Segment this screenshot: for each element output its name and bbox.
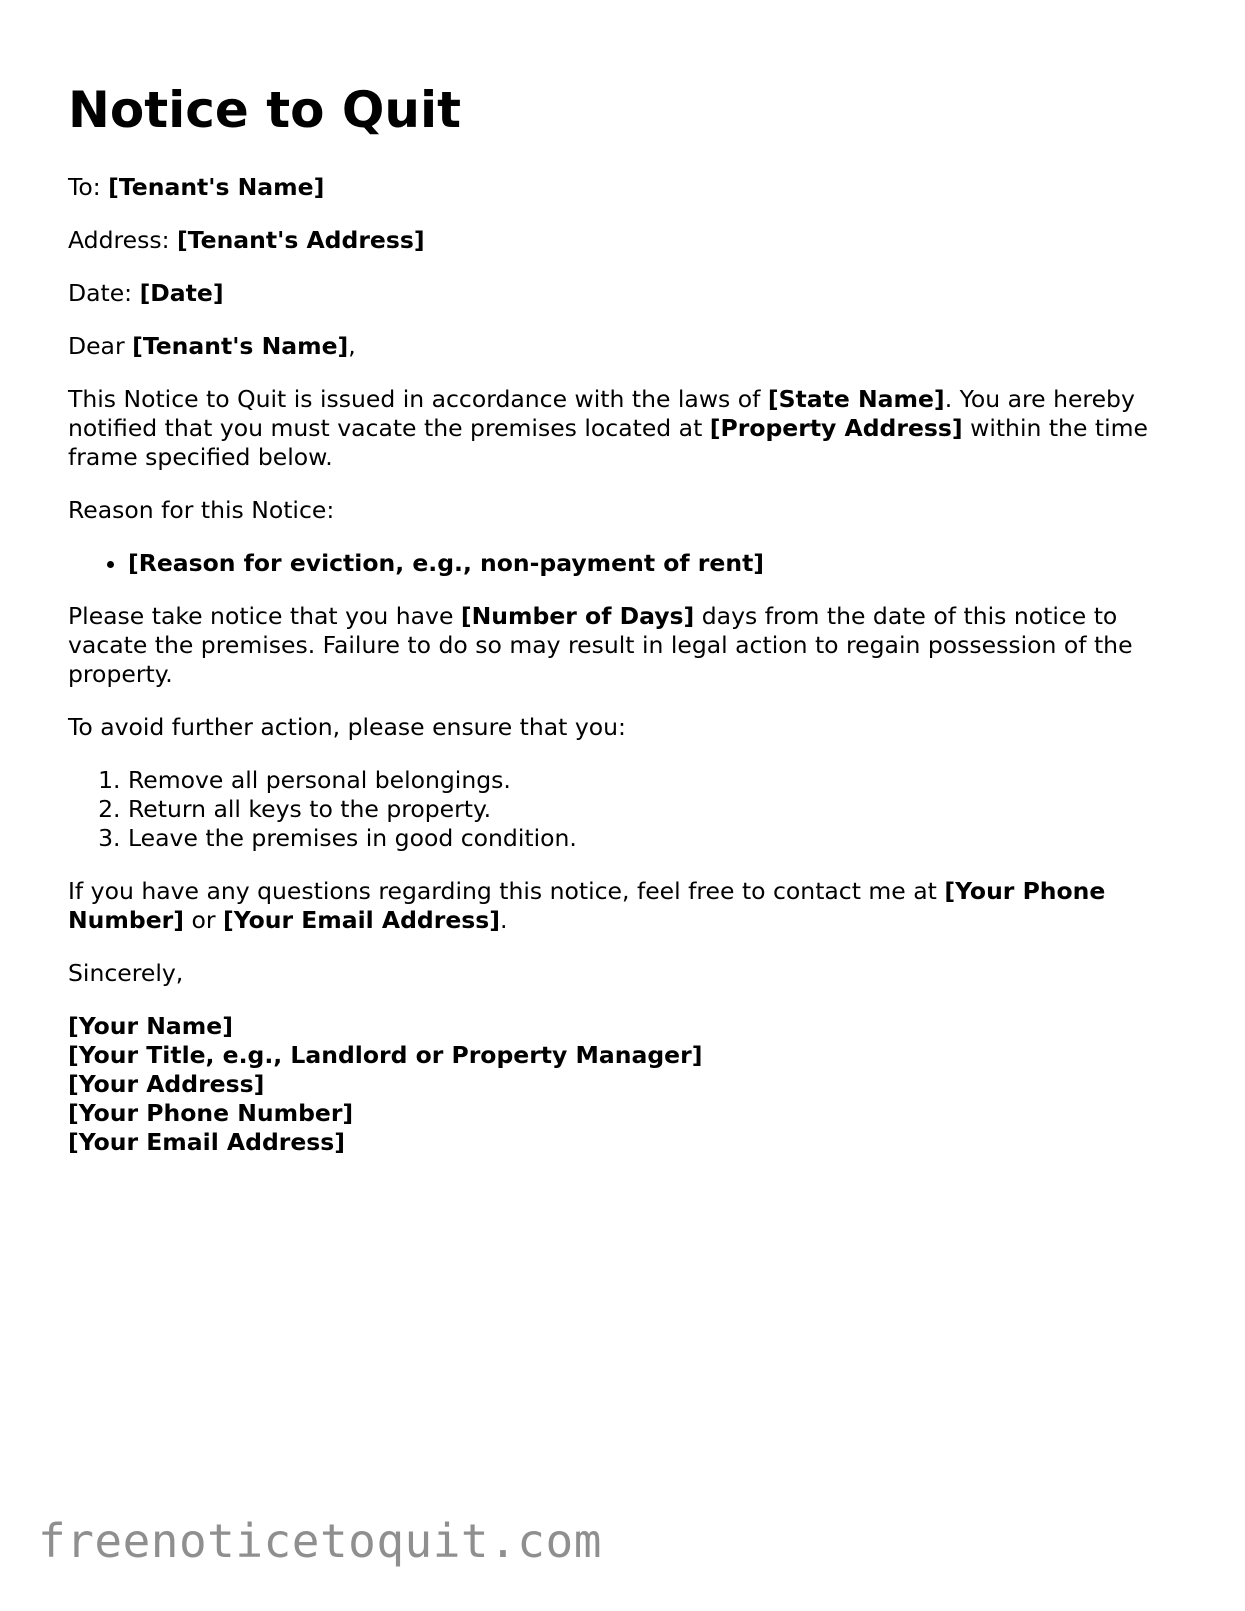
contact-phone: [Your Phone Number] [68, 877, 1106, 934]
reason-list [68, 549, 1188, 578]
notice-document [68, 80, 1188, 1157]
address-line [68, 226, 1188, 255]
date-line [68, 279, 1188, 308]
salutation: Dear [Tenant's Name], [68, 332, 356, 360]
contact-paragraph: If you have any questions regarding this notice, feel free to contact me at [Your Phone Number] or [Your Email Address]. [68, 877, 1106, 934]
number-of-days: [Number of Days] [460, 602, 695, 630]
signature-block [68, 1012, 1188, 1157]
contact-email: [Your Email Address] [222, 906, 500, 934]
date-value: [Date] [139, 279, 224, 307]
reason-heading: Reason for this Notice: [68, 496, 335, 524]
step-item: 2. Return all keys to the property. [128, 795, 1188, 824]
signature-phone: [Your Phone Number] [68, 1099, 354, 1127]
recipient-line [68, 173, 1188, 202]
intro-paragraph: This Notice to Quit is issued in accordance with the laws of [State Name]. You are hereby notified that you must vacate the premises located at [Property Address] within the time frame specified below. [68, 385, 1148, 471]
steps-list [68, 766, 1188, 853]
date-label: Date: [68, 279, 140, 307]
signature-name: [Your Name] [68, 1012, 233, 1040]
step-item: 3. Leave the premises in good condition. [128, 824, 1188, 853]
recipient-label: To: [68, 173, 109, 201]
closing: Sincerely, [68, 959, 184, 987]
steps-heading: To avoid further action, please ensure that you: [68, 713, 626, 741]
state-name: [State Name] [767, 385, 945, 413]
page-title: Notice to Quit [68, 81, 461, 139]
site-watermark: freenoticetoquit.com [38, 1514, 602, 1568]
address-label: Address: [68, 226, 177, 254]
recipient-name: [Tenant's Name] [108, 173, 325, 201]
signature-address: [Your Address] [68, 1070, 265, 1098]
step-item: 1. Remove all personal belongings. [128, 766, 1188, 795]
address-value: [Tenant's Address] [176, 226, 425, 254]
signature-email: [Your Email Address] [68, 1128, 346, 1156]
deadline-paragraph: Please take notice that you have [Number of Days] days from the date of this notice to vacate the premises. Failure to do so may result in legal action to regain possession of the property. [68, 602, 1133, 688]
property-address: [Property Address] [709, 414, 963, 442]
salutation-name: [Tenant's Name] [132, 332, 349, 360]
reason-item: • [Reason for eviction, e.g., non-payment of rent] [128, 549, 1188, 578]
signature-title: [Your Title, e.g., Landlord or Property Manager] [68, 1041, 703, 1069]
